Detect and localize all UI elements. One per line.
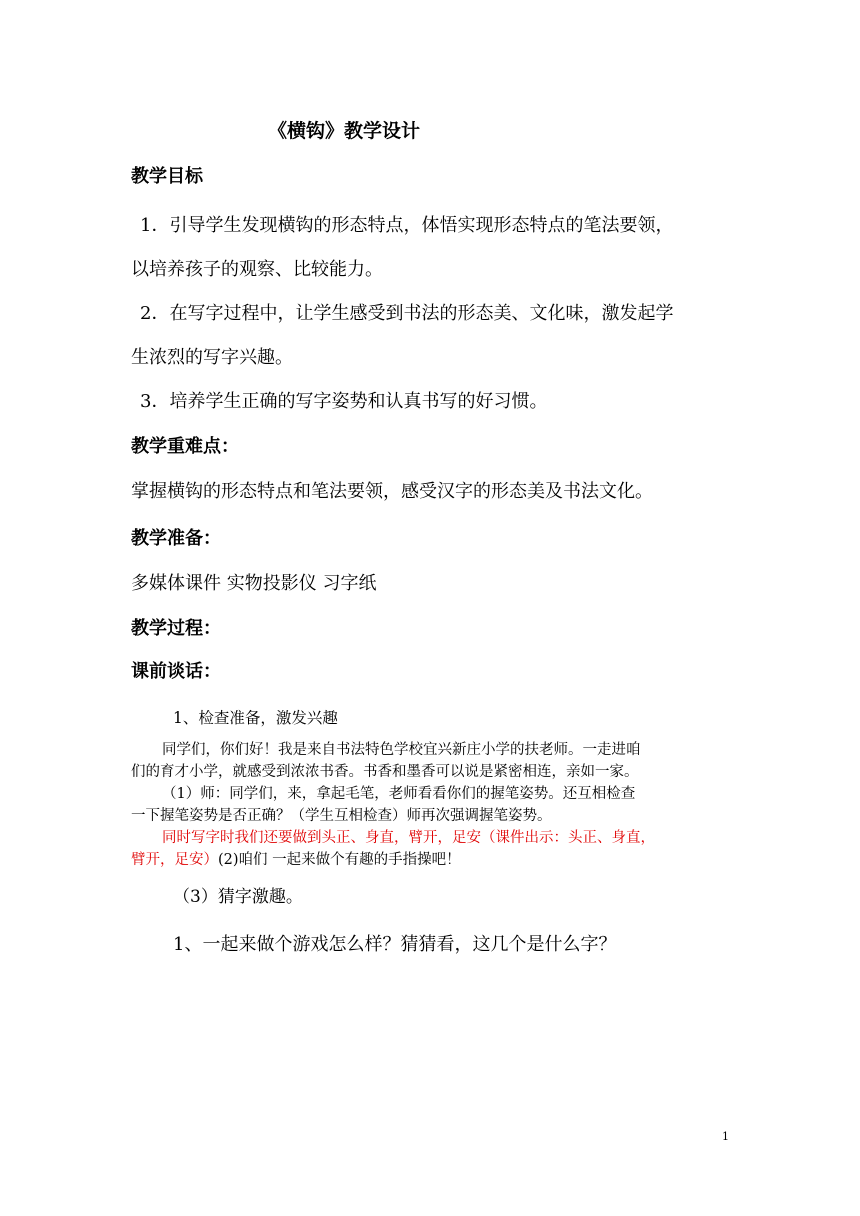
- paragraph-3-line-1: 同时写字时我们还要做到头正、身直，臂开，足安（课件出示：头正、身直，: [162, 830, 655, 846]
- goals-heading: 教学目标: [131, 166, 203, 187]
- step-3: （3）猜字激趣。: [173, 887, 303, 907]
- step-1: 1、检查准备，激发兴趣: [173, 709, 338, 727]
- preparation-heading: 教学准备：: [131, 528, 221, 549]
- key-points-text: 掌握横钩的形态特点和笔法要领，感受汉字的形态美及书法文化。: [131, 481, 653, 502]
- pre-class-talk-heading: 课前谈话：: [131, 661, 221, 682]
- step-3-item-1: 1、一起来做个游戏怎么样？猜猜看，这几个是什么字？: [173, 934, 617, 955]
- paragraph-2-line-1: （1）师：同学们，来，拿起毛笔，老师看看你们的握笔姿势。还互相检查: [162, 786, 636, 802]
- paragraph-3-red-text: 臂开，足安）: [131, 852, 218, 868]
- paragraph-2-line-2: 一下握笔姿势是否正确？（学生互相检查）师再次强调握笔姿势。: [131, 808, 552, 824]
- preparation-text: 多媒体课件 实物投影仪 习字纸: [131, 573, 377, 594]
- goal-3: 3．培养学生正确的写字姿势和认真书写的好习惯。: [140, 391, 548, 412]
- process-heading: 教学过程：: [131, 618, 221, 639]
- goal-2-line-2: 生浓烈的写字兴趣。: [131, 347, 293, 368]
- page-title: 《横钩》教学设计: [268, 120, 421, 142]
- paragraph-3-black-text: (2)咱们 一起来做个有趣的手指操吧！: [218, 852, 461, 868]
- goal-1-line-1: 1．引导学生发现横钩的形态特点，体悟实现形态特点的笔法要领，: [140, 215, 674, 236]
- goal-1-line-2: 以培养孩子的观察、比较能力。: [131, 259, 383, 280]
- key-points-heading: 教学重难点：: [131, 436, 239, 457]
- paragraph-1-line-2: 们的育才小学，就感受到浓浓书香。书香和墨香可以说是紧密相连，亲如一家。: [131, 764, 639, 780]
- page-number: 1: [722, 1130, 729, 1143]
- goal-2-line-1: 2．在写字过程中，让学生感受到书法的形态美、文化味，激发起学: [140, 303, 674, 324]
- paragraph-3-line-2: [131, 849, 461, 871]
- paragraph-1-line-1: 同学们，你们好！我是来自书法特色学校宜兴新庄小学的扶老师。一走进咱: [162, 742, 641, 758]
